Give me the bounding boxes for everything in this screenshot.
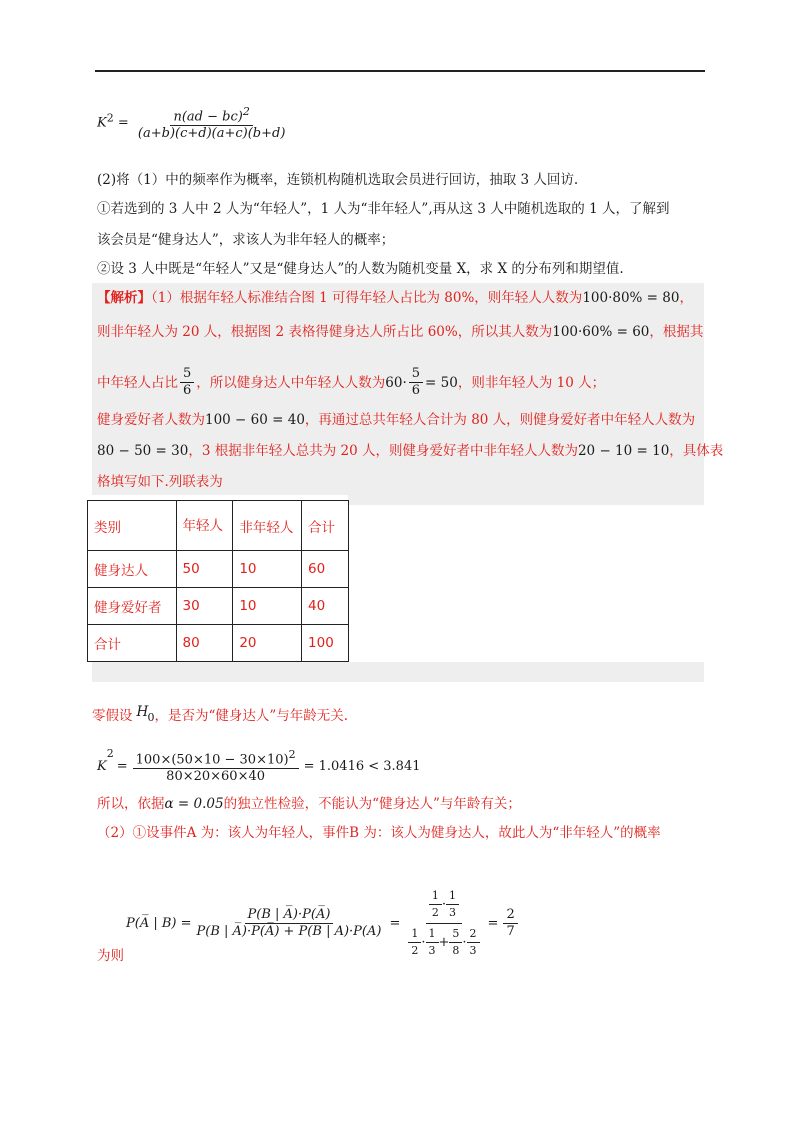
table-header-cell: 合计 xyxy=(302,501,349,551)
table-header-cell: 类别 xyxy=(88,501,177,551)
question-part2-intro: (2)将（1）中的频率作为概率，连锁机构随机选取会员进行回访，抽取 3 人回访. xyxy=(97,172,579,188)
k2-formula: $K^2$ = $\frac{n(ad - bc)^2}{(a+b)(c+d)(a+c)(b+d)}$ xyxy=(97,105,286,142)
solution-label: 【解析】 xyxy=(97,290,151,306)
solution-line4: 健身爱好者人数为100 − 60 = 40，再通过总共年轻人合计为 80 人，则健身爱好者中年轻人人数为 xyxy=(97,412,696,428)
probability-formula: P(A̅ | B) = $\frac{P(B | A̅)\cdot P(A̅)}{P(B | A̅)\cdot P(A̅) + P(B | A)\cdot P(A)}$ = $\frac{1}{2}$ · $\frac{1}{3}$ $\frac{1}{2}$ · $\frac{1}{3}$ + $\frac{5}{8}$ · $\frac{2}{3}$ = $\frac{2}{7}$ xyxy=(126,888,520,959)
question-1-line1: ①若选到的 3 人中 2 人为“年轻人”，1 人为“非年轻人”,再从这 3 人中随机选取的 1 人，了解到 xyxy=(97,201,670,217)
contingency-table xyxy=(87,500,349,662)
table-header-cell: 非年轻人 xyxy=(233,501,302,551)
table-side-shade xyxy=(348,495,704,505)
k2-lhs: K xyxy=(97,115,107,131)
tail-text: 为则 xyxy=(97,948,124,964)
solution-line5: 80 − 50 = 30，3 根据非年轻人总共为 20 人，则健身爱好者中非年轻人人数为20 − 10 = 10，具体表 xyxy=(97,443,724,459)
solution-line2: 则非年轻人为 20 人，根据图 2 表格得健身达人所占比 60%，所以其人数为100·60% = 60，根据其 xyxy=(97,324,704,340)
probability-complex-fraction: $\frac{1}{2}$ · $\frac{1}{3}$ $\frac{1}{2}$ · $\frac{1}{3}$ + $\frac{5}{8}$ · $\frac{2}{3}$ xyxy=(405,888,482,959)
table-row: 合计 80 20 100 xyxy=(88,625,349,662)
h0-symbol: H xyxy=(136,704,149,720)
k2-calculation: K $^2$ = $\frac{100\times(50\times 10 - 30\times 10)^2}{80\times 20\times 60\times 40}$ = 1.0416 < 3.841 xyxy=(97,747,421,785)
question-1-line2: 该会员是“健身达人”，求该人为非年轻人的概率； xyxy=(97,232,395,248)
solution-line3: 中年轻人占比 $\frac{5}{6}$ ，所以健身达人中年轻人人数为 60· $\frac{5}{6}$ = 50 ，则非年轻人为 10 人； xyxy=(97,366,606,398)
table-header-cell: 年轻人 xyxy=(176,501,233,551)
null-hypothesis: 零假设 H 0 ，是否为“健身达人”与年龄无关. xyxy=(92,704,349,724)
header-rule xyxy=(95,70,705,72)
solution-line1: 【解析】（1）根据年轻人标准结合图 1 可得年轻人占比为 80%，则年轻人人数为100·80% = 80， xyxy=(97,290,693,306)
conclusion-line: 所以，依据α = 0.05的独立性检验，不能认为“健身达人”与年龄有关； xyxy=(97,796,521,812)
table-bottom-shade xyxy=(92,662,704,682)
solution-line6: 格填写如下.列联表为 xyxy=(97,474,223,490)
table-row: 健身达人 50 10 60 xyxy=(88,551,349,588)
table-row: 健身爱好者 30 10 40 xyxy=(88,588,349,625)
table-header-row xyxy=(88,501,349,551)
part2-line: （2）①设事件A 为：该人为年轻人，事件B 为：该人为健身达人，故此人为“非年轻人”的概率 xyxy=(97,825,661,841)
question-2-line: ②设 3 人中既是“年轻人”又是“健身达人”的人数为随机变量 X，求 X 的分布列和期望值. xyxy=(97,261,624,277)
